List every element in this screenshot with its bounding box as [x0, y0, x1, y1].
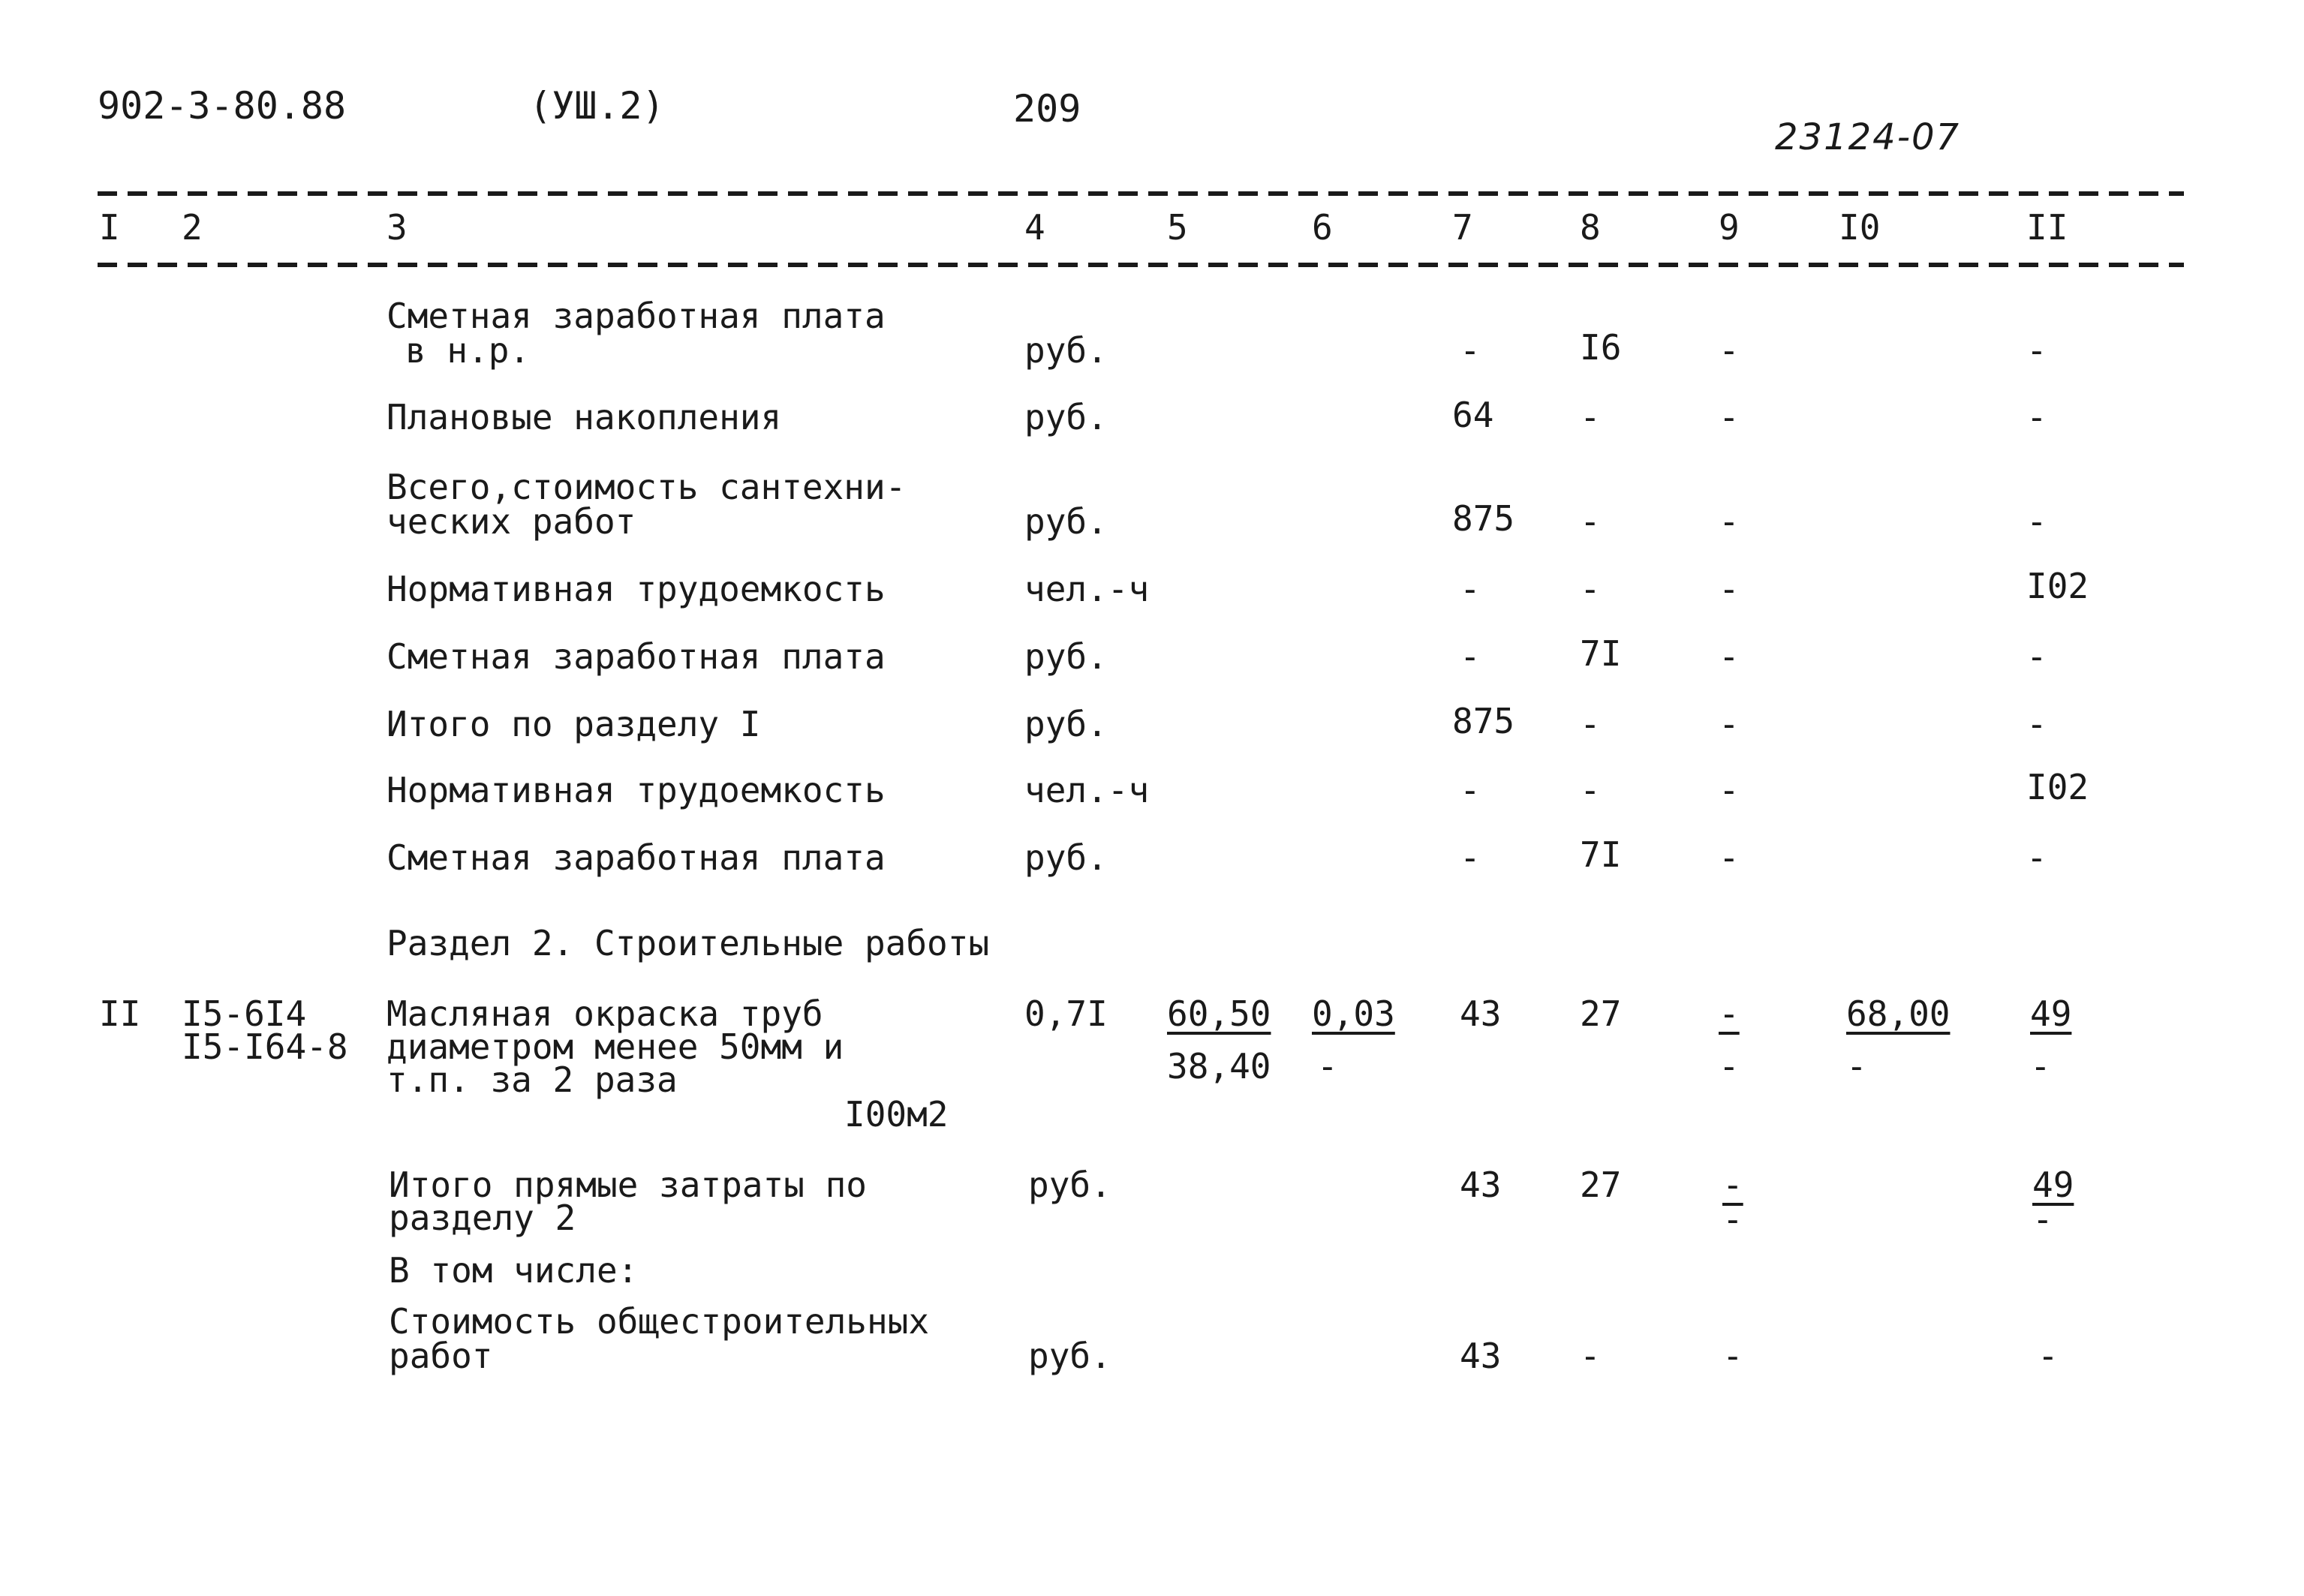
item-col9-top: - [1719, 993, 1740, 1034]
column-header: 2 [182, 207, 203, 248]
row-unit: руб. [1024, 636, 1108, 677]
column-header: 8 [1580, 207, 1601, 248]
row-col7: 875 [1452, 701, 1515, 741]
row-col8: - [1580, 1336, 1601, 1376]
row-name: Масляная окраска труб [387, 993, 823, 1034]
row-unit: руб. [1028, 1165, 1111, 1205]
item-col6-bottom: - [1317, 1046, 1338, 1087]
column-header: 3 [387, 207, 408, 248]
row-col8: - [1580, 501, 1601, 542]
row-name: Итого по разделу I [387, 704, 761, 744]
item-col6-top: 0,03 [1312, 993, 1395, 1034]
item-code: I5-I64-8 [182, 1026, 348, 1067]
section-title: Раздел 2. Строительные работы [387, 923, 990, 963]
column-header: I0 [1839, 207, 1881, 248]
row-col9: - [1722, 1336, 1743, 1376]
row-name: Всего,стоимость сантехни- [387, 467, 907, 507]
row-col7: 64 [1452, 395, 1494, 435]
row-col9: - [1719, 770, 1740, 810]
row-name: Сметная заработная плата [387, 837, 886, 878]
row-col11: - [2026, 397, 2047, 437]
header-bottom-rule [98, 263, 2184, 267]
column-header: II [2026, 207, 2068, 248]
row-col11: - [2026, 837, 2047, 878]
item-code: I5-6I4 [182, 993, 307, 1034]
row-col7: - [1460, 770, 1481, 810]
row-name-continued: ческих работ [387, 501, 636, 542]
item-col9-bottom: - [1719, 1046, 1740, 1087]
row-col9: - [1719, 837, 1740, 878]
row-name: Итого прямые затраты по [389, 1165, 867, 1205]
row-col11: - [2026, 501, 2047, 542]
document-code: 902-3-80.88 [98, 84, 347, 128]
section-reference: (УШ.2) [529, 84, 665, 128]
row-col8: 7I [1580, 834, 1622, 875]
row-name: Стоимость общестроительных [389, 1301, 930, 1342]
row-col11-top: 49 [2032, 1165, 2074, 1205]
row-col9-top: - [1722, 1165, 1743, 1205]
row-name: Нормативная трудоемкость [387, 770, 886, 810]
row-col8: I6 [1580, 327, 1622, 368]
row-col7: - [1460, 569, 1481, 609]
row-col11: - [2026, 704, 2047, 744]
row-col11: I02 [2026, 566, 2089, 606]
including-label: В том числе: [389, 1250, 639, 1291]
row-col11: - [2038, 1336, 2059, 1376]
row-col8: 7I [1580, 633, 1622, 674]
row-unit: руб. [1024, 330, 1108, 371]
row-col11: - [2026, 636, 2047, 677]
page-number: 209 [1013, 87, 1081, 131]
item-quantity: 0,7I [1024, 993, 1108, 1034]
row-col9: - [1719, 397, 1740, 437]
column-header: 9 [1719, 207, 1740, 248]
row-name: Сметная заработная плата [387, 296, 886, 336]
row-name-continued: работ [389, 1336, 493, 1376]
row-col11: I02 [2026, 767, 2089, 807]
row-unit: руб. [1024, 837, 1108, 878]
row-col8: 27 [1580, 1165, 1622, 1205]
row-col11: - [2026, 330, 2047, 371]
row-name-continued: разделу 2 [389, 1198, 576, 1238]
row-name: Сметная заработная плата [387, 636, 886, 677]
row-name: Нормативная трудоемкость [387, 569, 886, 609]
row-col9-bottom: - [1722, 1199, 1743, 1240]
row-col8: - [1580, 770, 1601, 810]
row-name-continued: диаметром менее 50мм и [387, 1026, 844, 1067]
row-name-continued: в н.р. [405, 330, 531, 371]
row-name: Плановые накопления [387, 397, 782, 437]
item-col10-bottom: - [1846, 1046, 1867, 1087]
row-col7: 43 [1460, 1165, 1502, 1205]
row-unit: руб. [1024, 501, 1108, 542]
row-name-continued: т.п. за 2 раза [387, 1059, 678, 1100]
item-col7: 43 [1460, 993, 1502, 1034]
row-unit: руб. [1028, 1336, 1111, 1376]
row-col9: - [1719, 330, 1740, 371]
row-col8: - [1580, 569, 1601, 609]
row-col7: - [1460, 330, 1481, 371]
row-unit: чел.-ч [1024, 569, 1150, 609]
column-header: I [99, 207, 120, 248]
row-unit: чел.-ч [1024, 770, 1150, 810]
row-col7: - [1460, 636, 1481, 677]
row-unit: руб. [1024, 704, 1108, 744]
item-col5-top: 60,50 [1167, 993, 1271, 1034]
row-col11-bottom: - [2032, 1199, 2053, 1240]
item-col10-top: 68,00 [1846, 993, 1951, 1034]
item-unit: I00м2 [844, 1094, 949, 1135]
row-col8: - [1580, 704, 1601, 744]
row-col9: - [1719, 501, 1740, 542]
column-header: 6 [1312, 207, 1333, 248]
column-header: 4 [1024, 207, 1045, 248]
header-top-rule [98, 191, 2184, 196]
row-col9: - [1719, 704, 1740, 744]
row-col7: 43 [1460, 1336, 1502, 1376]
row-unit: руб. [1024, 397, 1108, 437]
row-col9: - [1719, 569, 1740, 609]
archive-stamp-number: 23124-07 [1775, 116, 1961, 158]
column-header: 5 [1167, 207, 1188, 248]
row-col8: - [1580, 397, 1601, 437]
row-col7: 875 [1452, 498, 1515, 539]
item-number: II [99, 993, 141, 1034]
item-col8: 27 [1580, 993, 1622, 1034]
item-col11-top: 49 [2030, 993, 2072, 1034]
row-col9: - [1719, 636, 1740, 677]
item-col5-bottom: 38,40 [1167, 1046, 1271, 1087]
row-col7: - [1460, 837, 1481, 878]
item-col11-bottom: - [2030, 1046, 2051, 1087]
column-header: 7 [1452, 207, 1473, 248]
